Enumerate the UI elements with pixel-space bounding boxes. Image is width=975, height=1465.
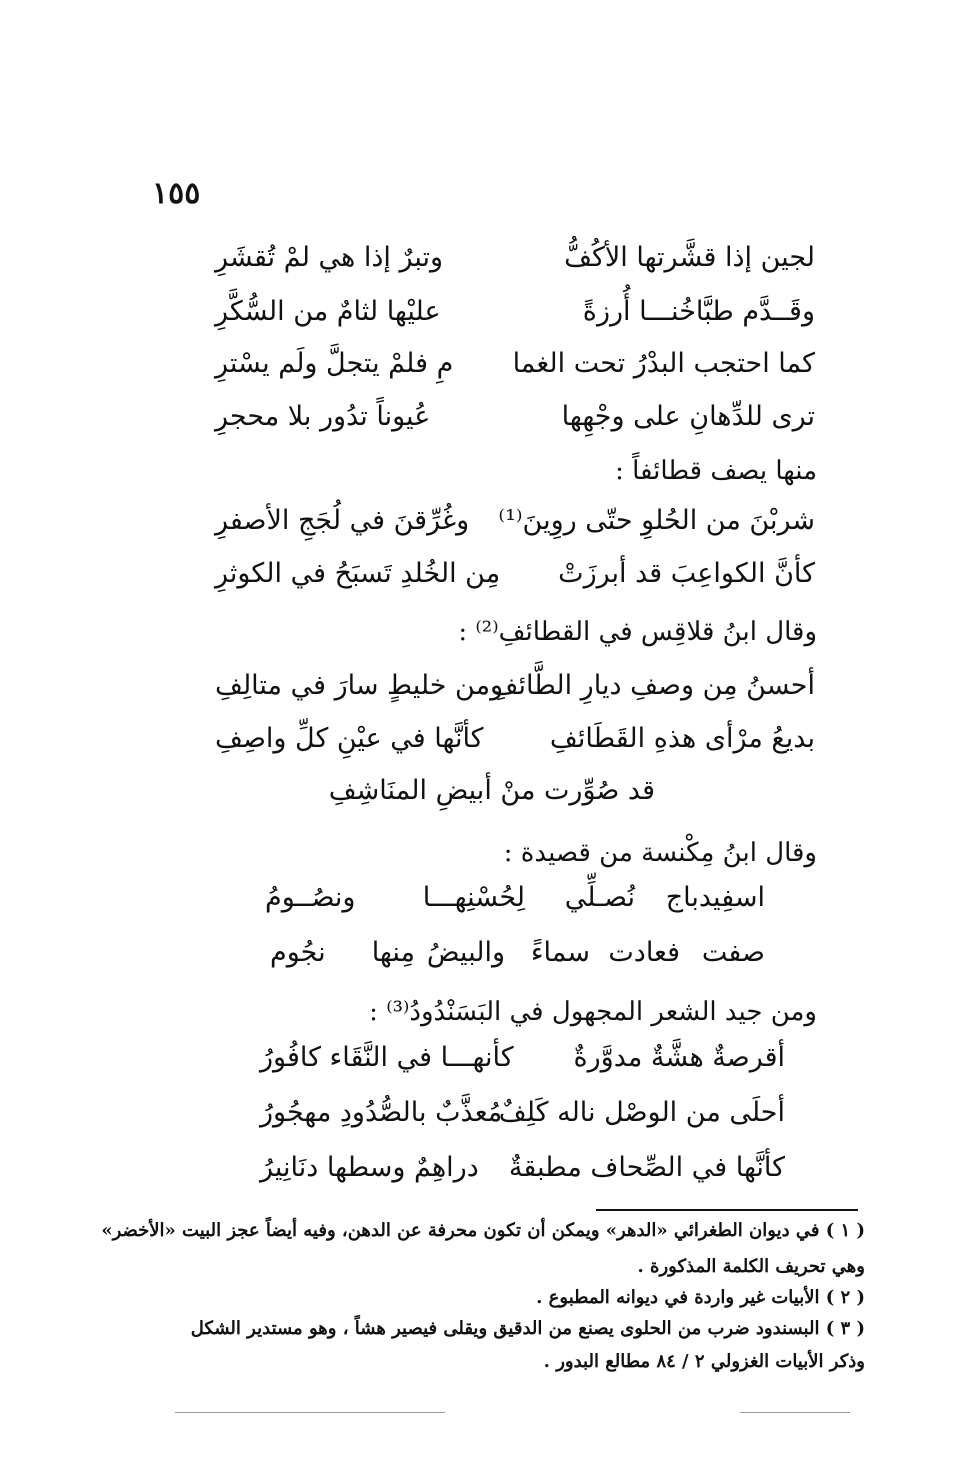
verse-line xyxy=(215,560,815,594)
verse-line xyxy=(215,507,815,541)
verse-line xyxy=(270,939,765,973)
verse-word: والبيضُ xyxy=(426,937,505,968)
verse-line xyxy=(215,298,815,332)
section-intro: وقال ابنُ مِكْنسة من قصيدة : xyxy=(503,838,817,868)
verse-word: اسفِيدباج xyxy=(665,882,765,913)
verse-word: مِنها xyxy=(371,937,415,968)
verse-second-hemistich: كأنهـــا في النَّقَاء كافُورُ xyxy=(260,1042,514,1073)
verse-second-hemistich: ومن خليطٍ سارَ في متالِفِ xyxy=(215,670,504,701)
verse-second-hemistich: وغُرِّقنَ في لُجَجِ الأصفرِ xyxy=(215,505,470,536)
footnote-continuation: وهي تحريف الكلمة المذكورة . xyxy=(637,1256,865,1277)
verse-word: ونصُــومُ xyxy=(265,882,356,913)
footnote-continuation: وذكر الأبيات الغزولي ٢ / ٨٤ مطالع البدور . xyxy=(543,1351,865,1372)
verse-first-hemistich: أحلَى من الوصْل ناله كَلِفٌ xyxy=(498,1097,785,1128)
verse-line xyxy=(215,725,815,759)
section-intro: منها يصف قطائفاً : xyxy=(615,456,817,486)
verse-first-hemistich: بديعُ مرْأى هذهِ القَطَائفِ xyxy=(549,723,815,754)
verse-line xyxy=(215,244,815,278)
verse-second-hemistich: مِن الخُلدِ تَسبَحُ في الكوثرِ xyxy=(215,558,501,589)
verse-first-hemistich: كأنَّ الكواعِبَ قد أبرزَتْ xyxy=(558,558,815,589)
page-bottom-mark xyxy=(740,1412,850,1413)
verse-line xyxy=(260,1044,785,1078)
verse-single: قد صُوِّرت منْ أبيضِ المنَاشِفِ xyxy=(328,775,655,806)
verse-word: نجُوم xyxy=(270,937,326,968)
verse-line xyxy=(215,403,815,437)
verse-line xyxy=(260,1154,785,1188)
verse-second-hemistich: مِ فلمْ يتجلَّ ولَم يسْترِ xyxy=(215,348,454,379)
verse-word: فعادت xyxy=(608,937,680,968)
page-bottom-mark xyxy=(175,1412,445,1413)
verse-first-hemistich: شربْنَ من الحُلوِ حتّى روِينَ⁽¹⁾ xyxy=(498,505,815,536)
verse-word: صفت xyxy=(701,937,765,968)
verse-first-hemistich: لجين إذا قشَّرتها الأكُفُّ xyxy=(564,242,815,273)
verse-second-hemistich: عليْها لثامٌ من السُّكَّرِ xyxy=(215,296,441,327)
verse-second-hemistich: مُعذَّبٌ بالصُّدُودِ مهجُورُ xyxy=(260,1097,503,1128)
verse-line xyxy=(260,1099,785,1133)
verse-line xyxy=(265,884,765,918)
verse-second-hemistich: كأنَّها في عيْنِ كلِّ واصِفِ xyxy=(215,723,484,754)
verse-line xyxy=(215,672,815,706)
footnote: ( ١ ) في ديوان الطغرائي «الدهر» ويمكن أن تكون محرفة عن الدهن، وفيه أيضاً عجز البيت «الأخضر» xyxy=(101,1220,865,1241)
verse-first-hemistich: وقَــدَّم طبَّاخُنـــا أُرزةً xyxy=(582,296,815,327)
verse-word: سماءً xyxy=(530,937,590,968)
verse-word: نُصـلِّي xyxy=(564,882,635,913)
verse-first-hemistich: ترى للدِّهانِ على وجْهِها xyxy=(561,401,815,432)
page-number: ١٥٥ xyxy=(152,176,201,211)
verse-first-hemistich: أقرصةٌ هشَّةٌ مدوَّرةٌ xyxy=(573,1042,785,1073)
verse-second-hemistich: دراهِمٌ وسطها دنَانِيرُ xyxy=(260,1152,479,1183)
verse-first-hemistich: كما احتجب البدْرُ تحت الغما xyxy=(512,348,815,379)
verse-second-hemistich: عُيوناً تدُور بلا محجرِ xyxy=(215,401,431,432)
verse-line xyxy=(215,350,815,384)
section-intro: ومن جيد الشعر المجهول في البَسَنْدُودُ⁽³⁾ : xyxy=(369,997,817,1027)
verse-first-hemistich: أحسنُ مِن وصفِ ديارِ الطَّائفِ xyxy=(490,670,815,701)
section-intro: وقال ابنُ قلاقِس في القطائفِ⁽²⁾ : xyxy=(458,617,817,647)
footnote-separator xyxy=(596,1209,858,1211)
footnote: ( ٣ ) البسندود ضرب من الحلوى يصنع من الدقيق ويقلى فيصير هشاً ، وهو مستدير الشكل xyxy=(190,1318,865,1339)
verse-word: لِحُسْنِهـــا xyxy=(422,882,525,913)
verse-second-hemistich: وتبرٌ إذا هي لمْ تُقشَرِ xyxy=(215,242,444,273)
footnote: ( ٢ ) الأبيات غير واردة في ديوانه المطبوع . xyxy=(536,1287,865,1308)
verse-first-hemistich: كأنَّها في الصِّحاف مطبقةٌ xyxy=(508,1152,785,1183)
